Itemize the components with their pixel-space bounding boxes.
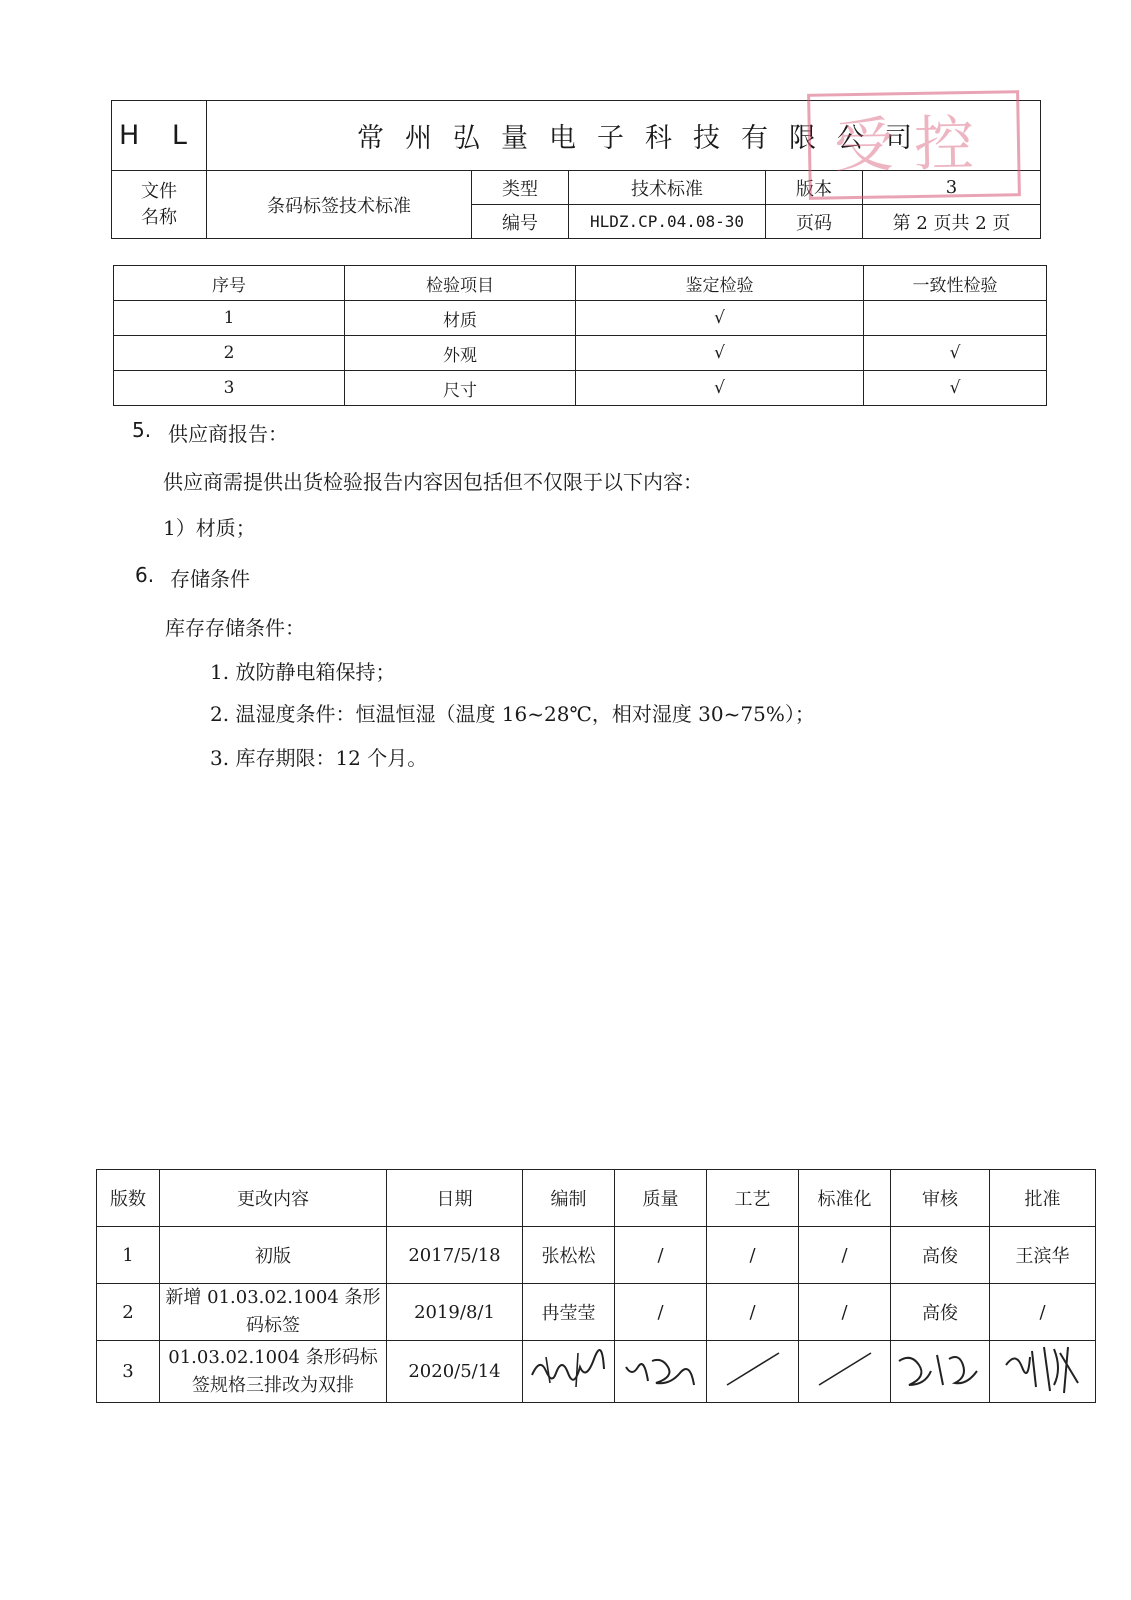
code-label: 编号 bbox=[472, 205, 569, 239]
revision-header: 质量 bbox=[615, 1170, 707, 1227]
table-cell: 冉莹莹 bbox=[523, 1284, 615, 1341]
table-cell: / bbox=[615, 1284, 707, 1341]
table-cell: / bbox=[615, 1227, 707, 1284]
section-5-item: 1）材质； bbox=[163, 516, 256, 540]
table-cell: 2 bbox=[114, 336, 345, 371]
company-logo: H L bbox=[112, 101, 207, 171]
table-cell: 2020/5/14 bbox=[387, 1341, 523, 1403]
slash-mark-icon bbox=[805, 1345, 885, 1393]
slash-mark-icon bbox=[713, 1345, 793, 1393]
section-5-number: 5. bbox=[132, 418, 152, 442]
doc-name-label: 文件 名称 bbox=[112, 171, 207, 239]
handwritten-signature-icon bbox=[618, 1345, 704, 1393]
inspection-header: 序号 bbox=[114, 266, 345, 301]
page-label: 页码 bbox=[766, 205, 863, 239]
table-cell: / bbox=[707, 1227, 799, 1284]
table-cell: 张松松 bbox=[523, 1227, 615, 1284]
table-cell: 3 bbox=[114, 371, 345, 406]
table-row bbox=[114, 301, 1047, 336]
handwritten-signature-icon bbox=[998, 1341, 1088, 1397]
handwritten-signature-icon bbox=[526, 1345, 612, 1393]
table-cell: √ bbox=[576, 371, 864, 406]
inspection-header: 检验项目 bbox=[345, 266, 576, 301]
signature-approve bbox=[990, 1341, 1096, 1403]
version-label: 版本 bbox=[766, 171, 863, 205]
table-row bbox=[114, 336, 1047, 371]
table-cell: 初版 bbox=[160, 1227, 387, 1284]
signature-compiler bbox=[523, 1341, 615, 1403]
table-cell: √ bbox=[864, 371, 1047, 406]
section-6-item: 3. 库存期限：12 个月。 bbox=[210, 746, 428, 770]
revision-header: 版数 bbox=[97, 1170, 160, 1227]
table-cell: 新增 01.03.02.1004 条形 码标签 bbox=[160, 1284, 387, 1341]
document-header bbox=[111, 100, 1041, 239]
table-cell bbox=[864, 301, 1047, 336]
revision-header: 工艺 bbox=[707, 1170, 799, 1227]
doc-name: 条码标签技术标准 bbox=[207, 171, 472, 239]
revision-header: 更改内容 bbox=[160, 1170, 387, 1227]
revision-header: 批准 bbox=[990, 1170, 1096, 1227]
section-6-item: 1. 放防静电箱保持； bbox=[210, 660, 396, 684]
signature-review bbox=[891, 1341, 990, 1403]
inspection-table bbox=[113, 265, 1047, 406]
controlled-stamp: 受控 bbox=[807, 90, 1021, 200]
revision-header: 日期 bbox=[387, 1170, 523, 1227]
table-cell: / bbox=[990, 1284, 1096, 1341]
version-value: 3 bbox=[863, 171, 1041, 205]
inspection-header: 鉴定检验 bbox=[576, 266, 864, 301]
type-label: 类型 bbox=[472, 171, 569, 205]
table-cell bbox=[707, 1341, 799, 1403]
table-row bbox=[97, 1284, 1096, 1341]
section-6-number: 6. bbox=[135, 563, 155, 587]
table-cell: 01.03.02.1004 条形码标 签规格三排改为双排 bbox=[160, 1341, 387, 1403]
table-cell: 1 bbox=[114, 301, 345, 336]
signature-quality bbox=[615, 1341, 707, 1403]
section-6-title: 存储条件 bbox=[170, 567, 250, 591]
table-row bbox=[114, 371, 1047, 406]
table-cell: 2 bbox=[97, 1284, 160, 1341]
revision-table bbox=[96, 1169, 1096, 1403]
table-cell: 1 bbox=[97, 1227, 160, 1284]
table-cell: 尺寸 bbox=[345, 371, 576, 406]
table-cell: √ bbox=[576, 301, 864, 336]
table-cell: 2019/8/1 bbox=[387, 1284, 523, 1341]
section-6-text: 库存存储条件： bbox=[165, 616, 305, 640]
inspection-header: 一致性检验 bbox=[864, 266, 1047, 301]
table-cell: / bbox=[799, 1284, 891, 1341]
table-cell: √ bbox=[864, 336, 1047, 371]
table-cell: / bbox=[799, 1227, 891, 1284]
revision-header: 编制 bbox=[523, 1170, 615, 1227]
table-cell: 高俊 bbox=[891, 1284, 990, 1341]
table-row bbox=[97, 1227, 1096, 1284]
table-cell: 高俊 bbox=[891, 1227, 990, 1284]
table-cell: 材质 bbox=[345, 301, 576, 336]
table-cell: √ bbox=[576, 336, 864, 371]
revision-header: 审核 bbox=[891, 1170, 990, 1227]
company-name: 常州弘量电子科技有限公司 bbox=[207, 101, 1041, 171]
type-value: 技术标准 bbox=[569, 171, 766, 205]
table-cell: 王滨华 bbox=[990, 1227, 1096, 1284]
section-5-title: 供应商报告： bbox=[168, 422, 288, 446]
table-cell: 3 bbox=[97, 1341, 160, 1403]
code-value: HLDZ.CP.04.08-30 bbox=[569, 205, 766, 239]
revision-header: 标准化 bbox=[799, 1170, 891, 1227]
handwritten-signature-icon bbox=[893, 1345, 987, 1393]
table-cell: 外观 bbox=[345, 336, 576, 371]
table-cell: 2017/5/18 bbox=[387, 1227, 523, 1284]
section-6-item: 2. 温湿度条件：恒温恒湿（温度 16~28℃，相对湿度 30~75%）； bbox=[210, 702, 815, 726]
table-cell bbox=[799, 1341, 891, 1403]
page-value: 第 2 页共 2 页 bbox=[863, 205, 1041, 239]
table-cell: / bbox=[707, 1284, 799, 1341]
section-5-text: 供应商需提供出货检验报告内容因包括但不仅限于以下内容： bbox=[163, 470, 703, 494]
table-row bbox=[97, 1341, 1096, 1403]
